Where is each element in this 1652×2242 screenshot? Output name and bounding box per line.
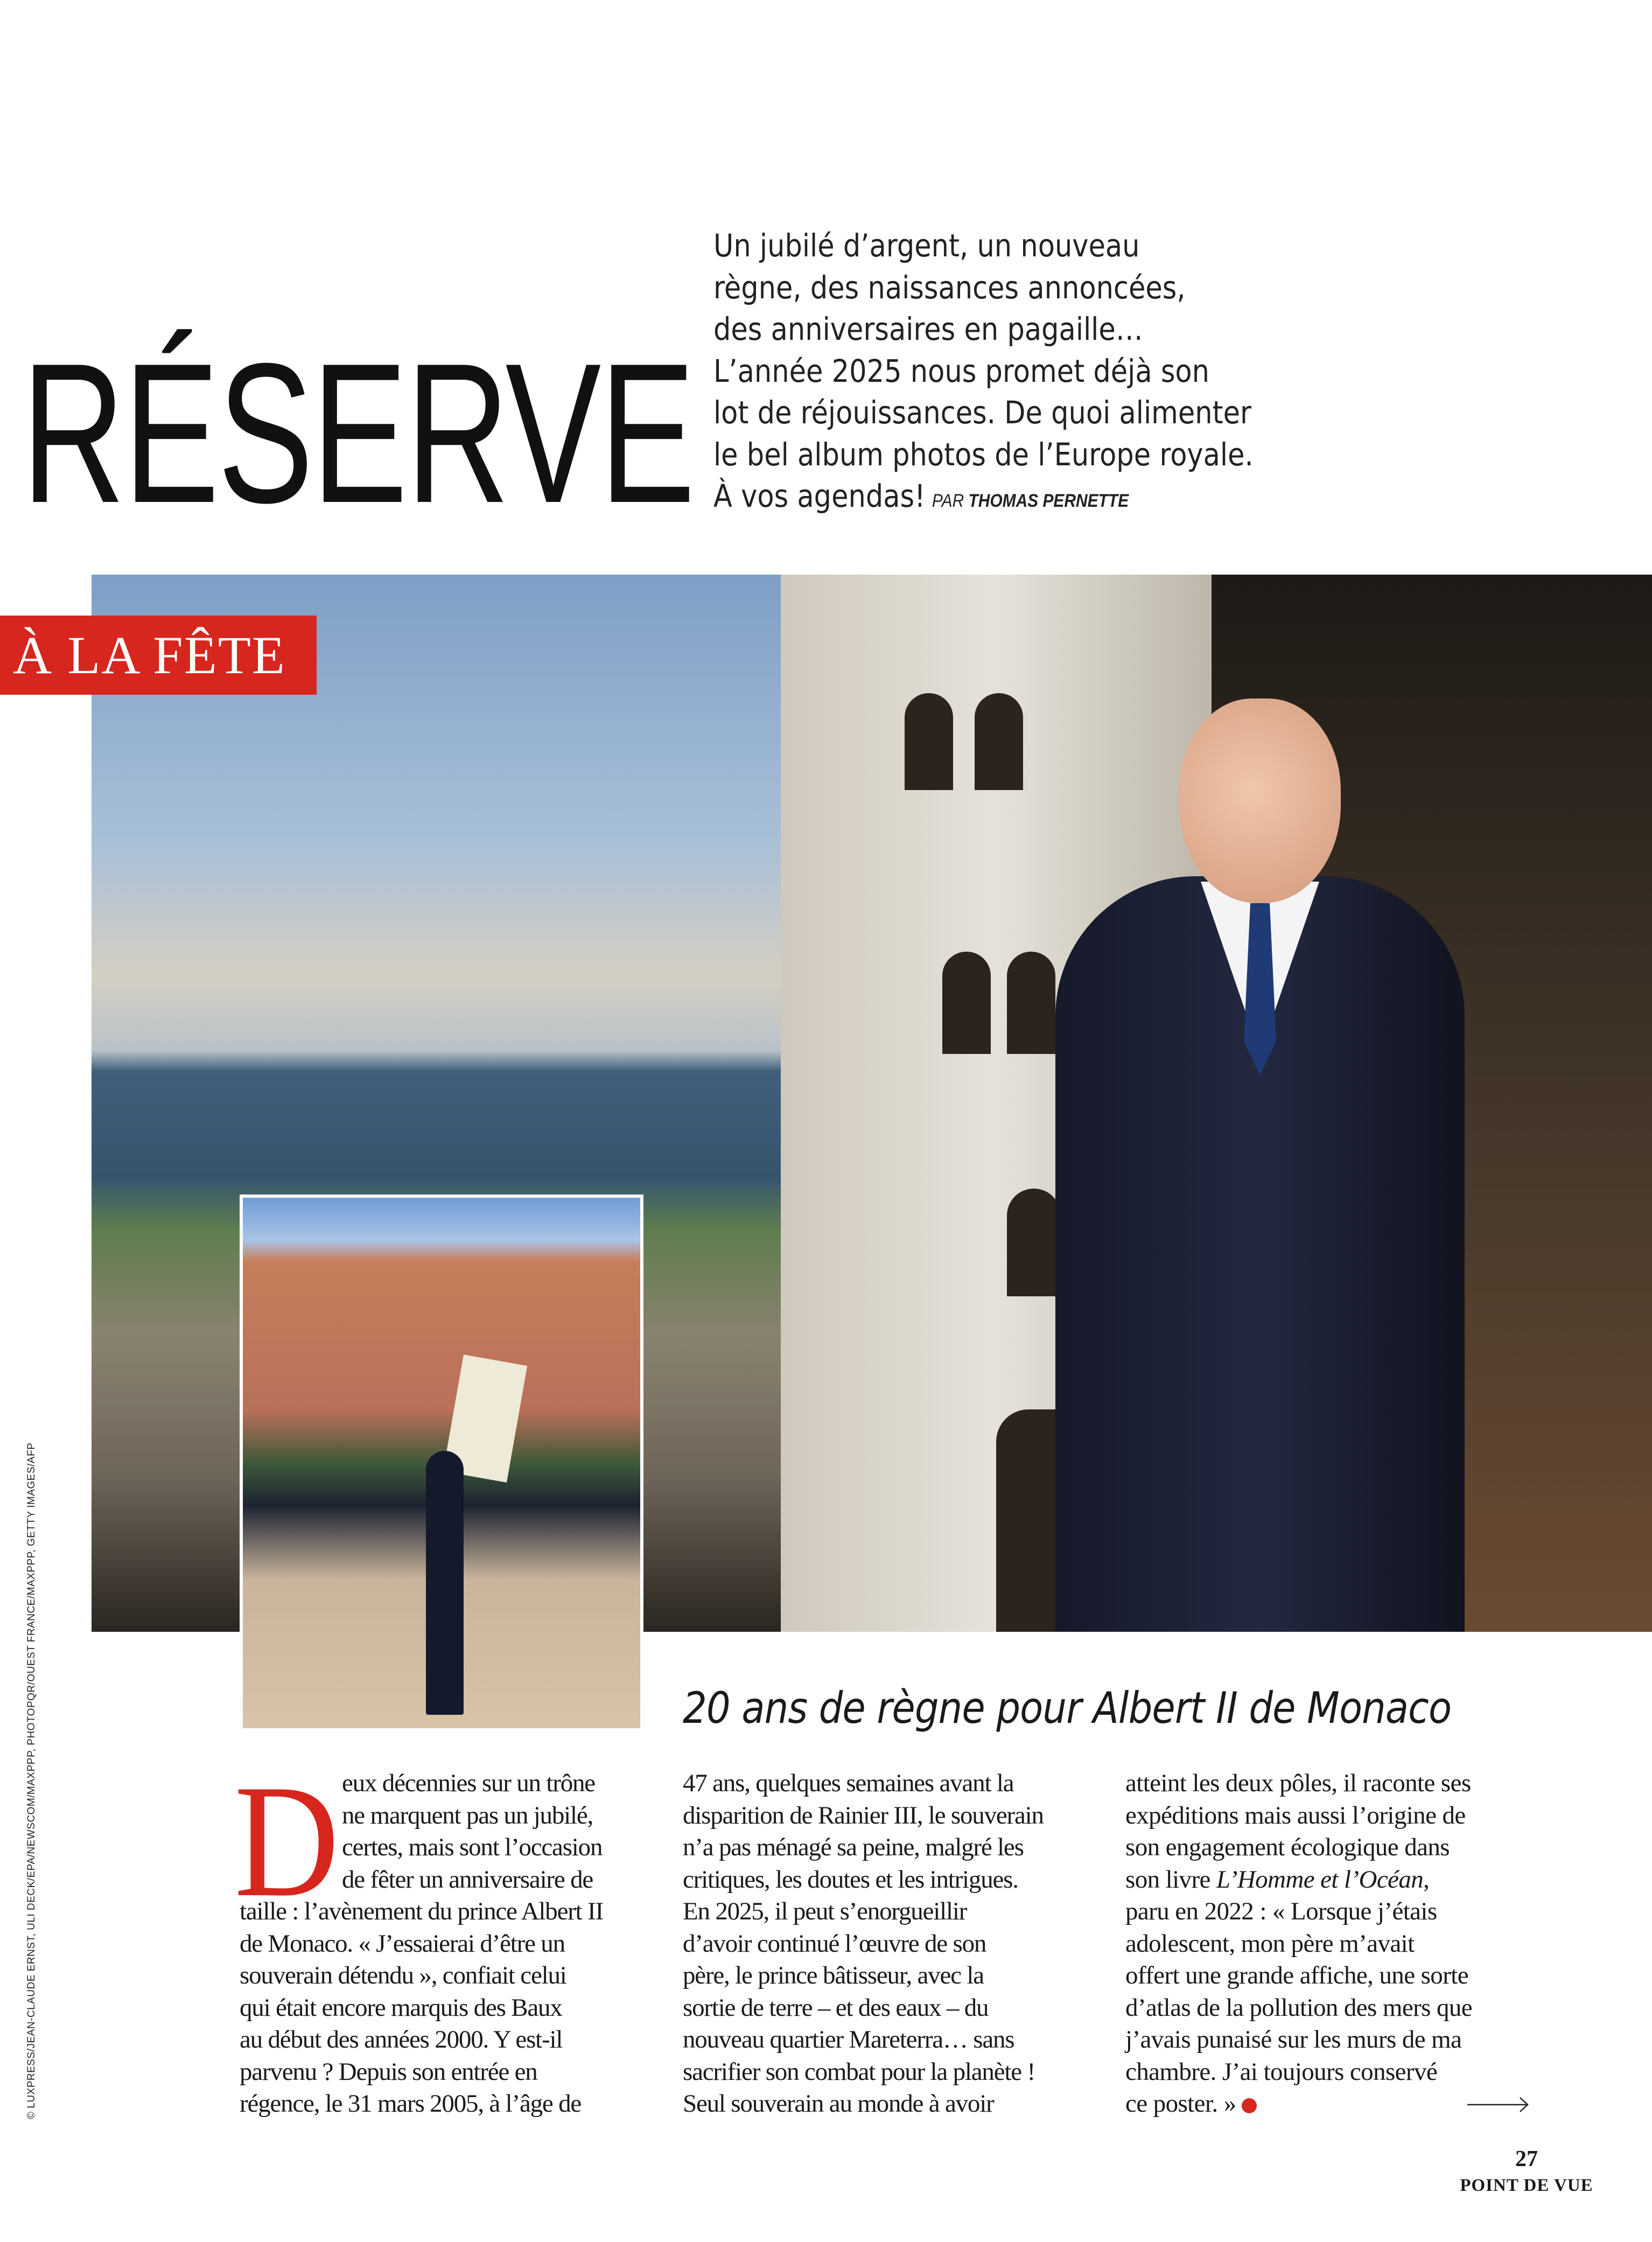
text-line: j’avais punaisé sur les murs de ma (1125, 2026, 1462, 2054)
text-line: disparition de Rainier III, le souverain (683, 1801, 1044, 1829)
article-column-2 (683, 1768, 1044, 2120)
text-line: nouveau quartier Mareterra… sans (683, 2026, 1014, 2054)
text-line: d’atlas de la pollution des mers que (1125, 1993, 1473, 2022)
text-line: de Monaco. « J’essaierai d’être un (240, 1929, 565, 1958)
article-column-1 (240, 1768, 603, 2120)
text-line: En 2025, il peut s’enorgueillir (683, 1897, 967, 1925)
text-line: atteint les deux pôles, il raconte ses (1125, 1769, 1471, 1797)
text-line: au début des années 2000. Y est-il (240, 2026, 563, 2054)
intro-line: lot de réjouissances. De quoi alimenter (713, 394, 1252, 431)
text-line: chambre. J’ai toujours conservé (1125, 2057, 1438, 2086)
text-line: régence, le 31 mars 2005, à l’âge de (240, 2090, 582, 2118)
text-line: taille : l’avènement du prince Albert II (240, 1897, 603, 1925)
page-title: RÉSERVE (22, 322, 694, 544)
text-line: n’a pas ménagé sa peine, malgré les (683, 1833, 1024, 1861)
byline-prefix: PAR (932, 491, 964, 511)
book-title: L’Homme et l’Océan (1216, 1865, 1424, 1894)
byline-author: THOMAS PERNETTE (968, 491, 1129, 511)
text-line: certes, mais sont l’occasion (342, 1833, 603, 1861)
text-line: sortie de terre – et des eaux – du (683, 1993, 989, 2022)
text-line: sacrifier son combat pour la planète ! (683, 2057, 1035, 2086)
text-line: paru en 2022 : « Lorsque j’étais (1125, 1897, 1437, 1925)
text-line: offert une grande affiche, une sorte (1125, 1961, 1468, 1989)
intro-line: L’année 2025 nous promet déjà son (713, 352, 1210, 389)
text-line: souverain détendu », confiait celui (240, 1961, 566, 1989)
intro-line: des anniversaires en pagaille… (713, 311, 1143, 347)
byline (932, 491, 1129, 511)
section-label: À LA FÊTE (0, 616, 317, 695)
intro-line: À vos agendas! (713, 478, 926, 514)
text-line: qui était encore marquis des Baux (240, 1993, 562, 2022)
text-line: eux décennies sur un trône (342, 1769, 595, 1797)
text-line: ne marquent pas un jubilé, (342, 1801, 593, 1829)
intro-text (713, 225, 1282, 522)
text-line: son livre (1125, 1865, 1216, 1894)
text-line: d’avoir continué l’œuvre de son (683, 1929, 986, 1958)
intro-line: Un jubilé d’argent, un nouveau (713, 227, 1140, 264)
text-line: expéditions mais aussi l’origine de (1125, 1801, 1466, 1829)
prince-albert-figure (985, 699, 1524, 1632)
text-line: parvenu ? Depuis son entrée en (240, 2057, 537, 2086)
inset-photo-parade (240, 1195, 643, 1731)
page-number: 27 (1515, 2147, 1538, 2171)
intro-line: règne, des naissances annoncées, (713, 269, 1186, 306)
arrow-right-icon (1467, 2097, 1529, 2113)
text-line: son engagement écologique dans (1125, 1833, 1450, 1861)
text-line: ce poster. » (1125, 2090, 1236, 2118)
text-line: adolescent, mon père m’avait (1125, 1929, 1415, 1958)
intro-line: le bel album photos de l’Europe royale. (713, 436, 1254, 473)
photo-credit: © LUXPRESS/JEAN-CLAUDE ERNST, ULI DECK/EPA/NEWSCOM/MAXPPP, PHOTOPQR/OUEST FRANCE/MAXPPP, GETTY IMAGES/AFP (26, 1442, 37, 2119)
text-line: de fêter un anniversaire de (342, 1865, 593, 1894)
text-line: père, le prince bâtisseur, avec la (683, 1961, 984, 1989)
end-mark-dot-icon (1242, 2098, 1257, 2113)
text-line: 47 ans, quelques semaines avant la (683, 1769, 1014, 1797)
text-line: critiques, les doutes et les intrigues. (683, 1865, 1018, 1894)
guard-figure (426, 1451, 464, 1715)
magazine-name: POINT DE VUE (1460, 2176, 1593, 2195)
text-line: Seul souverain au monde à avoir (683, 2090, 994, 2118)
article-column-3 (1125, 1768, 1472, 2120)
punctuation: , (1423, 1865, 1430, 1894)
drop-cap: D (234, 1751, 339, 1930)
article-headline: 20 ans de règne pour Albert II de Monaco (683, 1683, 1452, 1733)
